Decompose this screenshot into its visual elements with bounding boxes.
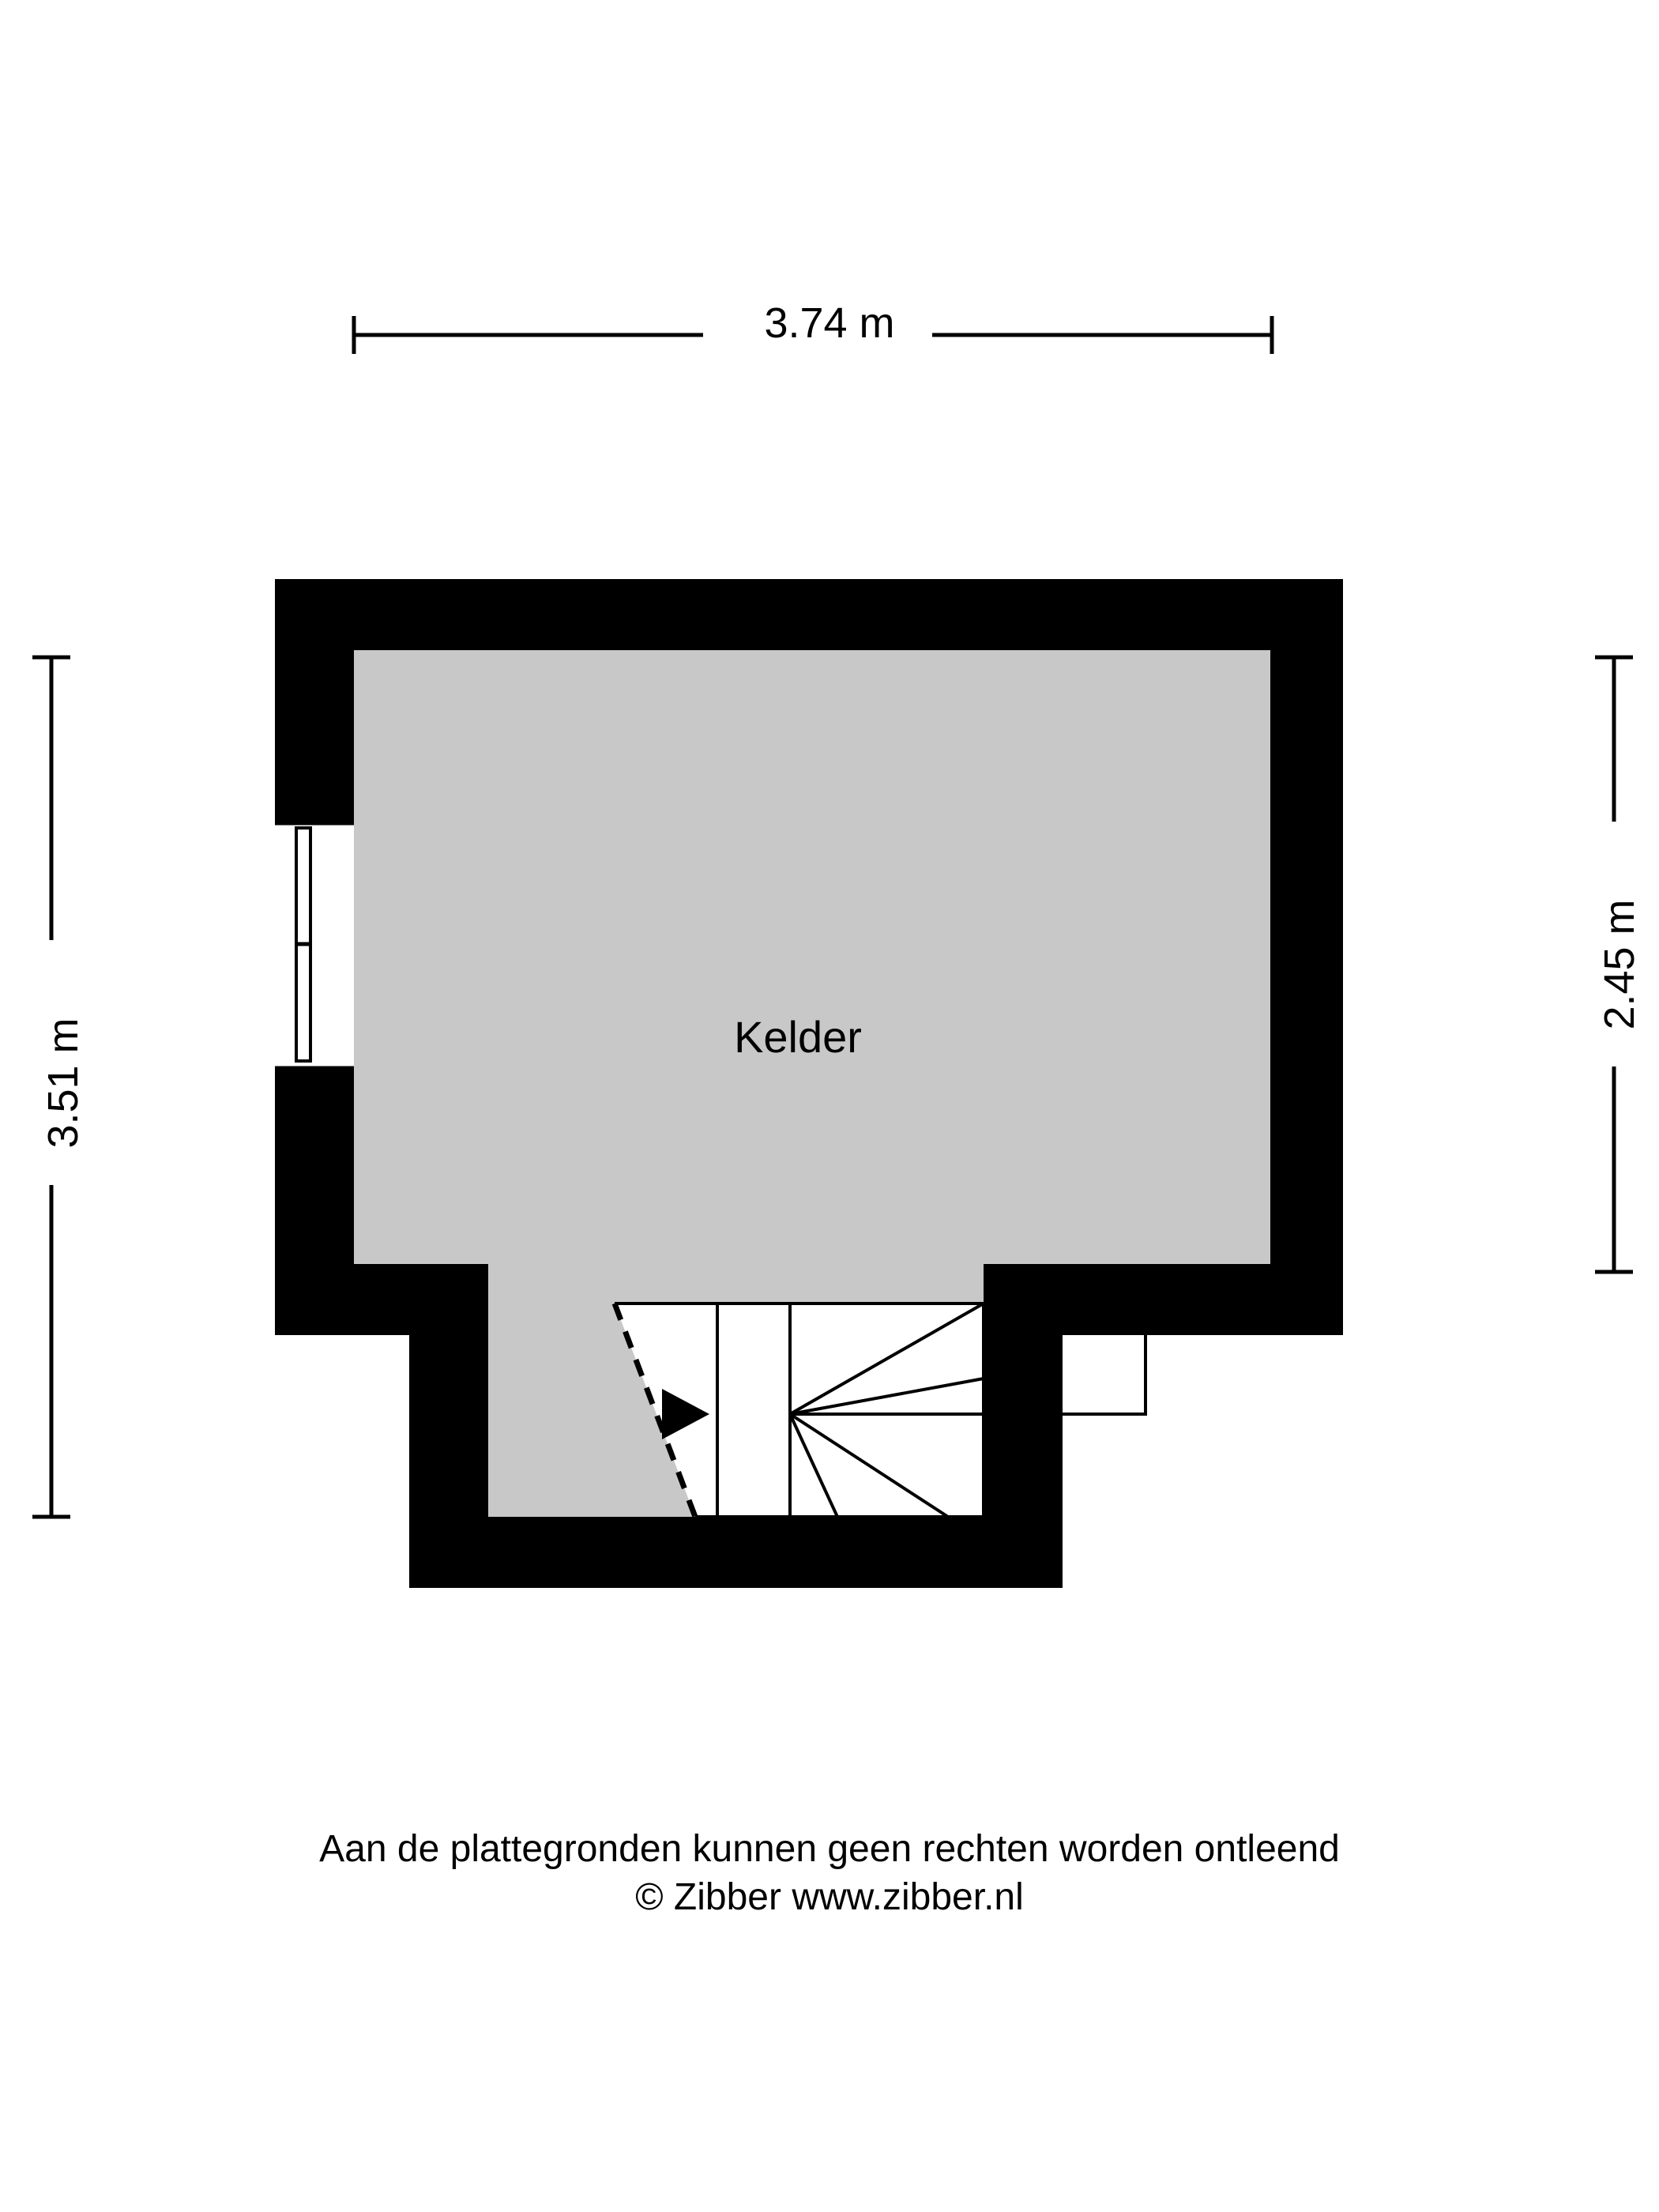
dimension-left-label: 3.51 m: [40, 1018, 87, 1149]
staircase: [615, 1304, 1146, 1517]
dimension-right-label: 2.45 m: [1596, 899, 1643, 1030]
footer-disclaimer: [0, 1825, 1659, 1922]
disclaimer-line-2: © Zibber www.zibber.nl: [635, 1876, 1024, 1919]
disclaimer-line-1: Aan de plattegronden kunnen geen rechten worden ontleend: [319, 1828, 1340, 1870]
dimension-top-label: 3.74 m: [764, 299, 895, 347]
window-left-wall: [275, 823, 354, 1068]
room-label-kelder: Kelder: [734, 1012, 862, 1062]
